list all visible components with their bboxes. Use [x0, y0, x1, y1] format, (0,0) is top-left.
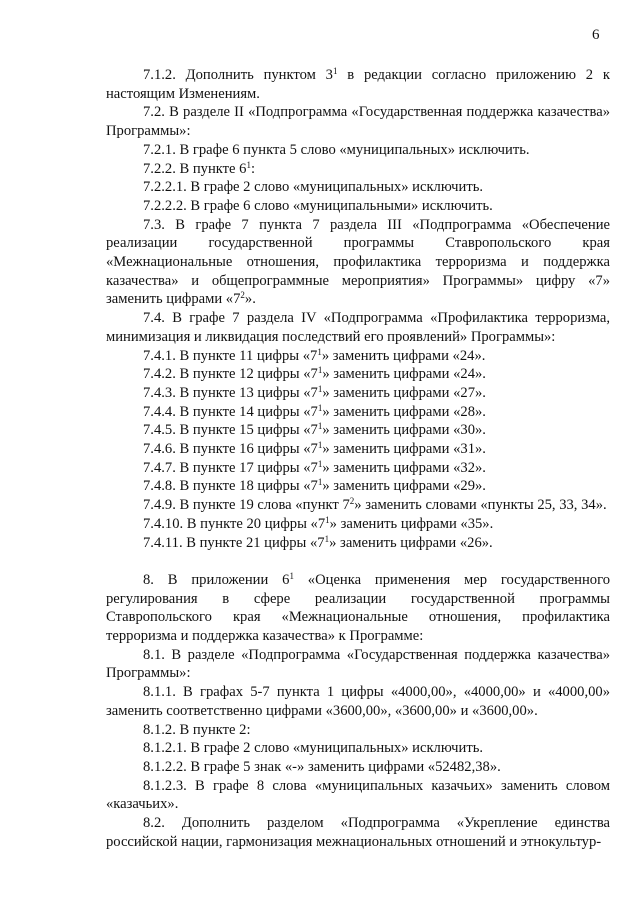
paragraph-text: » заменить цифрами «24». [321, 347, 486, 364]
paragraph-text: » заменить цифрами «32». [322, 459, 486, 476]
paragraph-text: 8.1.2.3. В графе 8 слова «муниципальных казачьих» заменить словом «казачьих». [106, 777, 610, 813]
superscript: 1 [317, 346, 322, 357]
superscript: 1 [317, 458, 323, 469]
paragraph-text: » заменить цифрами «30». [322, 422, 486, 439]
paragraph-text: 7.2.2.2. В графе 6 слово «муниципальными» исключить. [143, 197, 493, 214]
superscript: 1 [317, 365, 323, 376]
paragraph-text: 7.4.9. В пункте 19 слова «пункт 7 [143, 497, 350, 514]
paragraph-text: 7.1.2. Дополнить пунктом 3 [143, 67, 333, 83]
paragraph [106, 309, 610, 346]
paragraph-text: в редакции согласно приложению 2 к настоящим Изменениям. [106, 67, 610, 102]
paragraph [106, 141, 610, 160]
paragraph [106, 571, 610, 646]
paragraph [106, 197, 610, 216]
paragraph [106, 178, 610, 197]
page-number: 6 [592, 27, 600, 43]
paragraph [106, 440, 610, 459]
paragraph-text: 7.4.10. В пункте 20 цифры «7 [143, 515, 326, 532]
superscript: 1 [289, 570, 294, 581]
superscript: 2 [240, 290, 245, 301]
paragraph-text: 7.4. В графе 7 раздела IV «Подпрограмма «Профилактика терроризма, минимизация и ликвидация последствий его проявлений» Программы»: [106, 310, 610, 345]
paragraph-text: 7.4.3. В пункте 13 цифры «7 [143, 384, 318, 401]
paragraph [106, 403, 610, 422]
paragraph [106, 477, 610, 496]
document-body [106, 66, 610, 852]
paragraph [106, 384, 610, 403]
paragraph-text: 7.4.7. В пункте 17 цифры «7 [143, 459, 318, 476]
paragraph-text: 8.1.1. В графах 5-7 пункта 1 цифры «4000,00», «4000,00» и «4000,00» заменить соответственно цифрами «3600,00», «3600,00» и «3600,00». [106, 684, 610, 719]
paragraph [106, 496, 610, 515]
superscript: 1 [317, 477, 323, 488]
paragraph-text: 7.4.1. В пункте 11 цифры «7 [143, 347, 318, 364]
paragraph [106, 534, 610, 553]
paragraph-text: » заменить цифрами «28». [322, 403, 486, 420]
paragraph-text: » заменить цифрами «24». [322, 366, 486, 383]
paragraph-text: : [250, 160, 256, 177]
paragraph [106, 421, 610, 440]
paragraph-text: » заменить цифрами «26». [329, 534, 493, 551]
paragraph-text: 7.2.2. В пункте 6 [143, 160, 247, 177]
paragraph-text: 8.1.2.2. В графе 5 знак «-» заменить цифрами «52482,38». [143, 759, 501, 775]
superscript: 1 [317, 421, 323, 432]
superscript: 1 [317, 383, 323, 394]
paragraph-text: 8. В приложении 6 [143, 571, 290, 588]
paragraph-text: 8.2. Дополнить разделом «Подпрограмма «Укрепление единства российской нации, гармонизация межнациональных отношений и этнокультур- [106, 815, 610, 850]
paragraph-text: 7.3. В графе 7 пункта 7 раздела III «Подпрограмма «Обеспечение реализации государственной программы Ставропольского края «Межнациональные отношения, профилактика терроризма и поддержка казачества» и общепрограммные мероприятия» Программы» цифру «7» заменить цифрами «7 [106, 216, 610, 308]
superscript: 1 [324, 533, 330, 544]
paragraph-text: 7.4.2. В пункте 12 цифры «7 [143, 366, 318, 383]
paragraph [106, 66, 610, 103]
paragraph-text: 7.4.11. В пункте 21 цифры «7 [143, 534, 325, 551]
paragraph-text: «Оценка применения мер государственного регулирования в сфере реализации государственной программы Ставропольского края «Межнациональные отношения, профилактика терроризма и поддержка казачества» к Программе: [106, 571, 610, 645]
paragraph-text: 7.2.1. В графе 6 пункта 5 слово «муниципальных» исключить. [143, 141, 530, 158]
paragraph-text: 8.1.2. В пункте 2: [143, 721, 251, 738]
paragraph-text: » заменить цифрами «35». [329, 515, 494, 532]
paragraph [106, 103, 610, 140]
superscript: 1 [317, 402, 323, 413]
superscript: 1 [246, 159, 251, 170]
paragraph-text: ». [244, 291, 256, 308]
paragraph-text: 8.1. В разделе «Подпрограмма «Государственная поддержка казачества» Программы»: [106, 646, 610, 682]
paragraph-text: 7.2.2.1. В графе 2 слово «муниципальных» исключить. [143, 179, 484, 196]
paragraph-text: 7.4.5. В пункте 15 цифры «7 [143, 422, 318, 439]
paragraph-text: » заменить цифрами «27». [322, 384, 486, 401]
paragraph [106, 814, 610, 851]
paragraph-text: » заменить цифрами «31». [322, 441, 486, 458]
paragraph [106, 683, 610, 720]
paragraph [106, 459, 610, 478]
paragraph-text: 7.4.6. В пункте 16 цифры «7 [143, 441, 318, 458]
paragraph [106, 646, 610, 683]
paragraph [106, 347, 610, 366]
paragraph [106, 216, 610, 310]
paragraph-text: 7.2. В разделе II «Подпрограмма «Государственная поддержка казачества» Программы»: [106, 104, 610, 140]
paragraph [106, 777, 610, 814]
paragraph [106, 515, 610, 534]
superscript: 1 [317, 440, 323, 451]
superscript: 1 [325, 514, 330, 525]
paragraph [106, 160, 610, 179]
paragraph-spacer [106, 552, 610, 571]
paragraph [106, 758, 610, 777]
paragraph [106, 365, 610, 384]
paragraph-text: 7.4.8. В пункте 18 цифры «7 [143, 478, 318, 495]
paragraph [106, 721, 610, 740]
paragraph-text: » заменить цифрами «29». [322, 478, 486, 495]
paragraph-text: 7.4.4. В пункте 14 цифры «7 [143, 403, 318, 420]
superscript: 2 [349, 496, 355, 507]
paragraph-text: 8.1.2.1. В графе 2 слово «муниципальных» исключить. [143, 740, 484, 757]
paragraph-text: » заменить словами «пункты 25, 33, 34». [354, 497, 607, 514]
paragraph [106, 739, 610, 758]
superscript: 1 [332, 66, 338, 76]
